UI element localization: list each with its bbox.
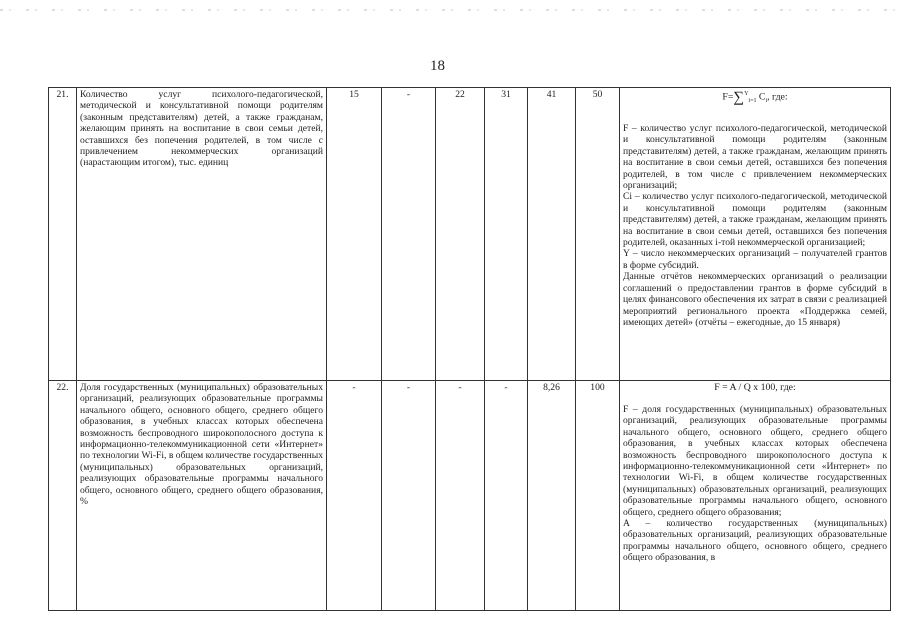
value-cell: 22 — [436, 88, 485, 381]
data-source: Данные отчётов некоммерческих организаций о реализации соглашений о предоставлении грантов в форме субсидий в целях финансового обеспечения их затрат в связи с реализацией мероприятий регионального проекта «Поддержка семей, имеющих детей» (отчёты – ежегодные, до 15 января) — [623, 271, 887, 328]
indicator-table — [48, 87, 891, 611]
value-cell: - — [382, 88, 436, 381]
row-number: 21. — [49, 88, 77, 381]
calculation-method — [620, 381, 891, 611]
value-cell: 50 — [576, 88, 620, 381]
value-cell: - — [327, 381, 382, 611]
page-number: 18 — [430, 58, 445, 74]
formula-definition: F – доля государственных (муниципальных) образовательных организаций, реализующих образовательные программы начального общего, основного общего, среднего общего образования, в учебных классах которых обеспечена возможность беспроводного широкополосного доступа к информационно-телекоммуникационной сети «Интернет» по технологии Wi-Fi, в общем количестве государственных (муниципальных) образовательных организаций, реализующих образовательные программы начального общего, основного общего, среднего общего образования; — [623, 404, 887, 518]
row-number: 22. — [49, 381, 77, 611]
value-cell: - — [485, 381, 528, 611]
value-cell: - — [382, 381, 436, 611]
value-cell: 8,26 — [528, 381, 576, 611]
table-row — [49, 88, 891, 381]
calculation-method — [620, 88, 891, 381]
formula-definition: A – количество государственных (муниципальных) образовательных организаций, реализующих образовательные программы начального общего, основного общего, среднего общего образования, в — [623, 518, 887, 564]
formula-definition: Y – число некоммерческих организаций – получателей грантов в форме субсидий. — [623, 248, 887, 271]
value-cell: - — [436, 381, 485, 611]
formula-definition: Ci – количество услуг психолого-педагогической, методической и консультативной помощи родителям (законным представителям) детей, а также гражданам, желающим принять на воспитание в свои семьи детей, оставшихся без попечения родителей, оказанных i-той некоммерческой организацией; — [623, 191, 887, 249]
scan-artifact-line — [0, 9, 905, 11]
indicator-description: Доля государственных (муниципальных) образовательных организаций, реализующих образовательные программы начального общего, основного общего, среднего общего образования, в учебных классах которых обеспечена возможность беспроводного широкополосного доступа к информационно-телекоммуникационной сети «Интернет» по технологии Wi-Fi, в общем количестве государственных (муниципальных) образовательных организаций, реализующих образовательные программы начального общего, основного общего, среднего общего образования, % — [77, 381, 327, 611]
value-cell: 15 — [327, 88, 382, 381]
value-cell: 31 — [485, 88, 528, 381]
value-cell: 41 — [528, 88, 576, 381]
indicator-description: Количество услуг психолого-педагогической, методической и консультативной помощи родителям (законным представителям) детей, а также гражданам, желающим принять на воспитание в свои семьи детей, оставшихся без попечения родителей, в том числе с привлечением некоммерческих организаций (нарастающим итогом), тыс. единиц — [77, 88, 327, 381]
table-row — [49, 381, 891, 611]
ratio-formula: F = A / Q x 100, где: — [714, 382, 796, 393]
sum-formula: F=∑$^Y_{i=1}$ $C_i$, где: — [722, 89, 788, 106]
formula-definition: F – количество услуг психолого-педагогической, методической и консультативной помощи родителям (законным представителям) детей, а также гражданам, желающим принять на воспитание в свои семьи детей, оставшихся без попечения родителей, в том числе с привлечением некоммерческих организаций; — [623, 123, 887, 192]
value-cell: 100 — [576, 381, 620, 611]
